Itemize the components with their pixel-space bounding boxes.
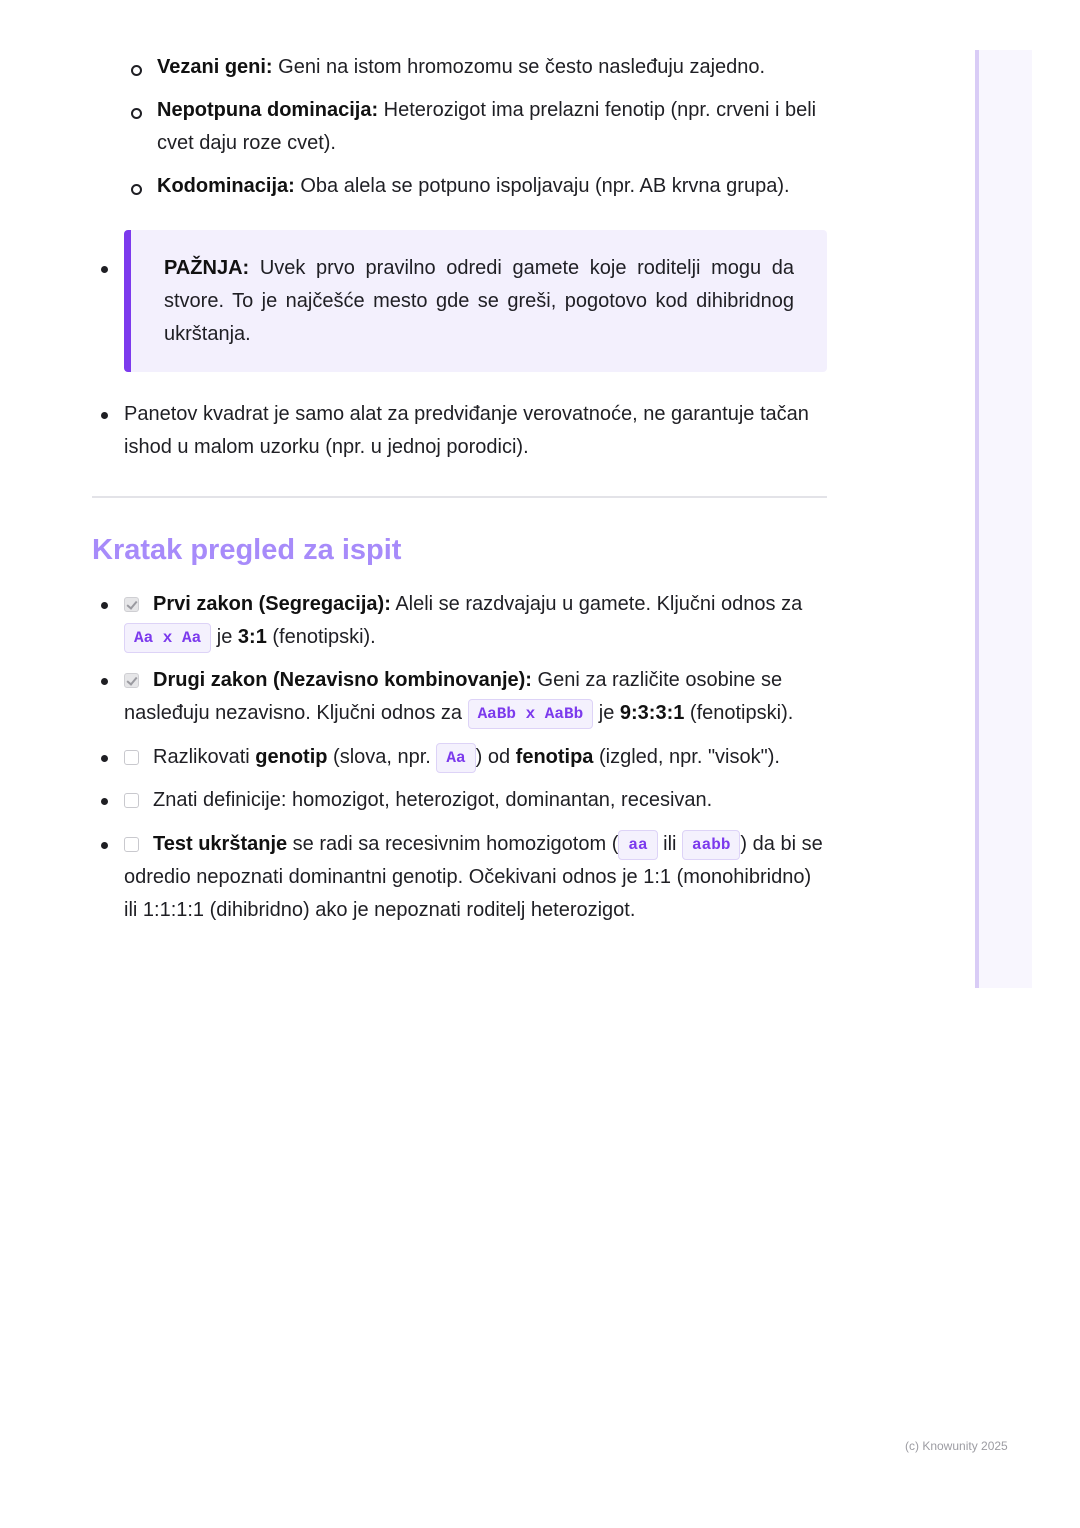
bullet-icon: [101, 755, 108, 762]
checklist-item: Prvi zakon (Segregacija): Aleli se razdvajaju u gamete. Ključni odnos za Aa x Aa je 3:1 (fenotipski).: [124, 588, 829, 654]
checklist-item: Razlikovati genotip (slova, npr. Aa ) od fenotipa (izgled, npr. "visok").: [124, 741, 829, 774]
checked-checkbox-icon[interactable]: [124, 673, 139, 688]
checked-checkbox-icon[interactable]: [124, 597, 139, 612]
hollow-bullet-icon: [131, 65, 142, 76]
term-label: Nepotpuna dominacija:: [157, 99, 379, 121]
hollow-bullet-icon: [131, 108, 142, 119]
term-label: Kodominacija:: [157, 175, 295, 197]
term-genotip: genotip: [255, 746, 328, 768]
unchecked-checkbox-icon[interactable]: [124, 750, 139, 765]
ratio-value: 3:1: [237, 626, 267, 648]
genotype-code: Aa: [436, 743, 475, 773]
checklist-item: Drugi zakon (Nezavisno kombinovanje): Geni za različite osobine se nasleđuju nezavisno. Ključni odnos za AaBb x AaBb je 9:3:3:1 (fenotipski).: [124, 664, 829, 730]
genotype-code: aa: [618, 830, 657, 860]
bullet-icon: [101, 842, 108, 849]
copyright-footer: (c) Knowunity 2025: [905, 1439, 1008, 1453]
term-description: Geni na istom hromozomu se često nasleđuju zajedno.: [272, 56, 766, 78]
callout-label: PAŽNJA:: [164, 257, 250, 279]
bullet-icon: [101, 798, 108, 805]
side-panel: [975, 50, 1032, 988]
term-label: Vezani geni:: [157, 56, 273, 78]
bullet-icon: [101, 266, 108, 273]
law-name: Prvi zakon (Segregacija):: [153, 593, 391, 615]
checklist-item: [124, 784, 829, 817]
hollow-bullet-icon: [131, 184, 142, 195]
law-name: Drugi zakon (Nezavisno kombinovanje):: [153, 669, 532, 691]
term-fenotip: fenotipa: [515, 746, 594, 768]
ratio-value: 9:3:3:1: [619, 702, 685, 724]
section-divider: [92, 496, 827, 498]
definitions-text: Znati definicije: homozigot, heterozigot, dominantan, recesivan.: [153, 789, 713, 811]
checklist-item: Test ukrštanje se radi sa recesivnim homozigotom ( aa ili aabb ) da bi se odredio nepoznati dominantni genotip. Očekivani odnos je 1:1 (monohibridno) ili 1:1:1:1 (dihibridno) ako je nepoznati roditelj heterozigot.: [124, 828, 829, 927]
callout-text: Uvek prvo pravilno odredi gamete koje roditelji mogu da stvore. To je najčešće mesto gde se greši, pogotovo kod dihibridnog ukrštanja.: [164, 257, 794, 345]
bullet-icon: [101, 602, 108, 609]
cross-code: AaBb x AaBb: [468, 699, 594, 729]
bullet-icon: [101, 412, 108, 419]
warning-callout: [124, 230, 827, 372]
term-description: Heterozigot ima prelazni fenotip (npr. crveni i beli cvet daju roze cvet).: [157, 99, 817, 154]
unchecked-checkbox-icon[interactable]: [124, 837, 139, 852]
cross-code: Aa x Aa: [124, 623, 211, 653]
bullet-icon: [101, 678, 108, 685]
unchecked-checkbox-icon[interactable]: [124, 793, 139, 808]
term-test-ukrstanje: Test ukrštanje: [153, 833, 288, 855]
term-description: Oba alela se potpuno ispoljavaju (npr. AB krvna grupa).: [294, 175, 790, 197]
section-heading: Kratak pregled za ispit: [92, 534, 402, 566]
panet-note: Panetov kvadrat je samo alat za predviđanje verovatnoće, ne garantuje tačan ishod u malom uzorku (npr. u jednoj porodici).: [124, 403, 809, 458]
genotype-code: aabb: [682, 830, 740, 860]
